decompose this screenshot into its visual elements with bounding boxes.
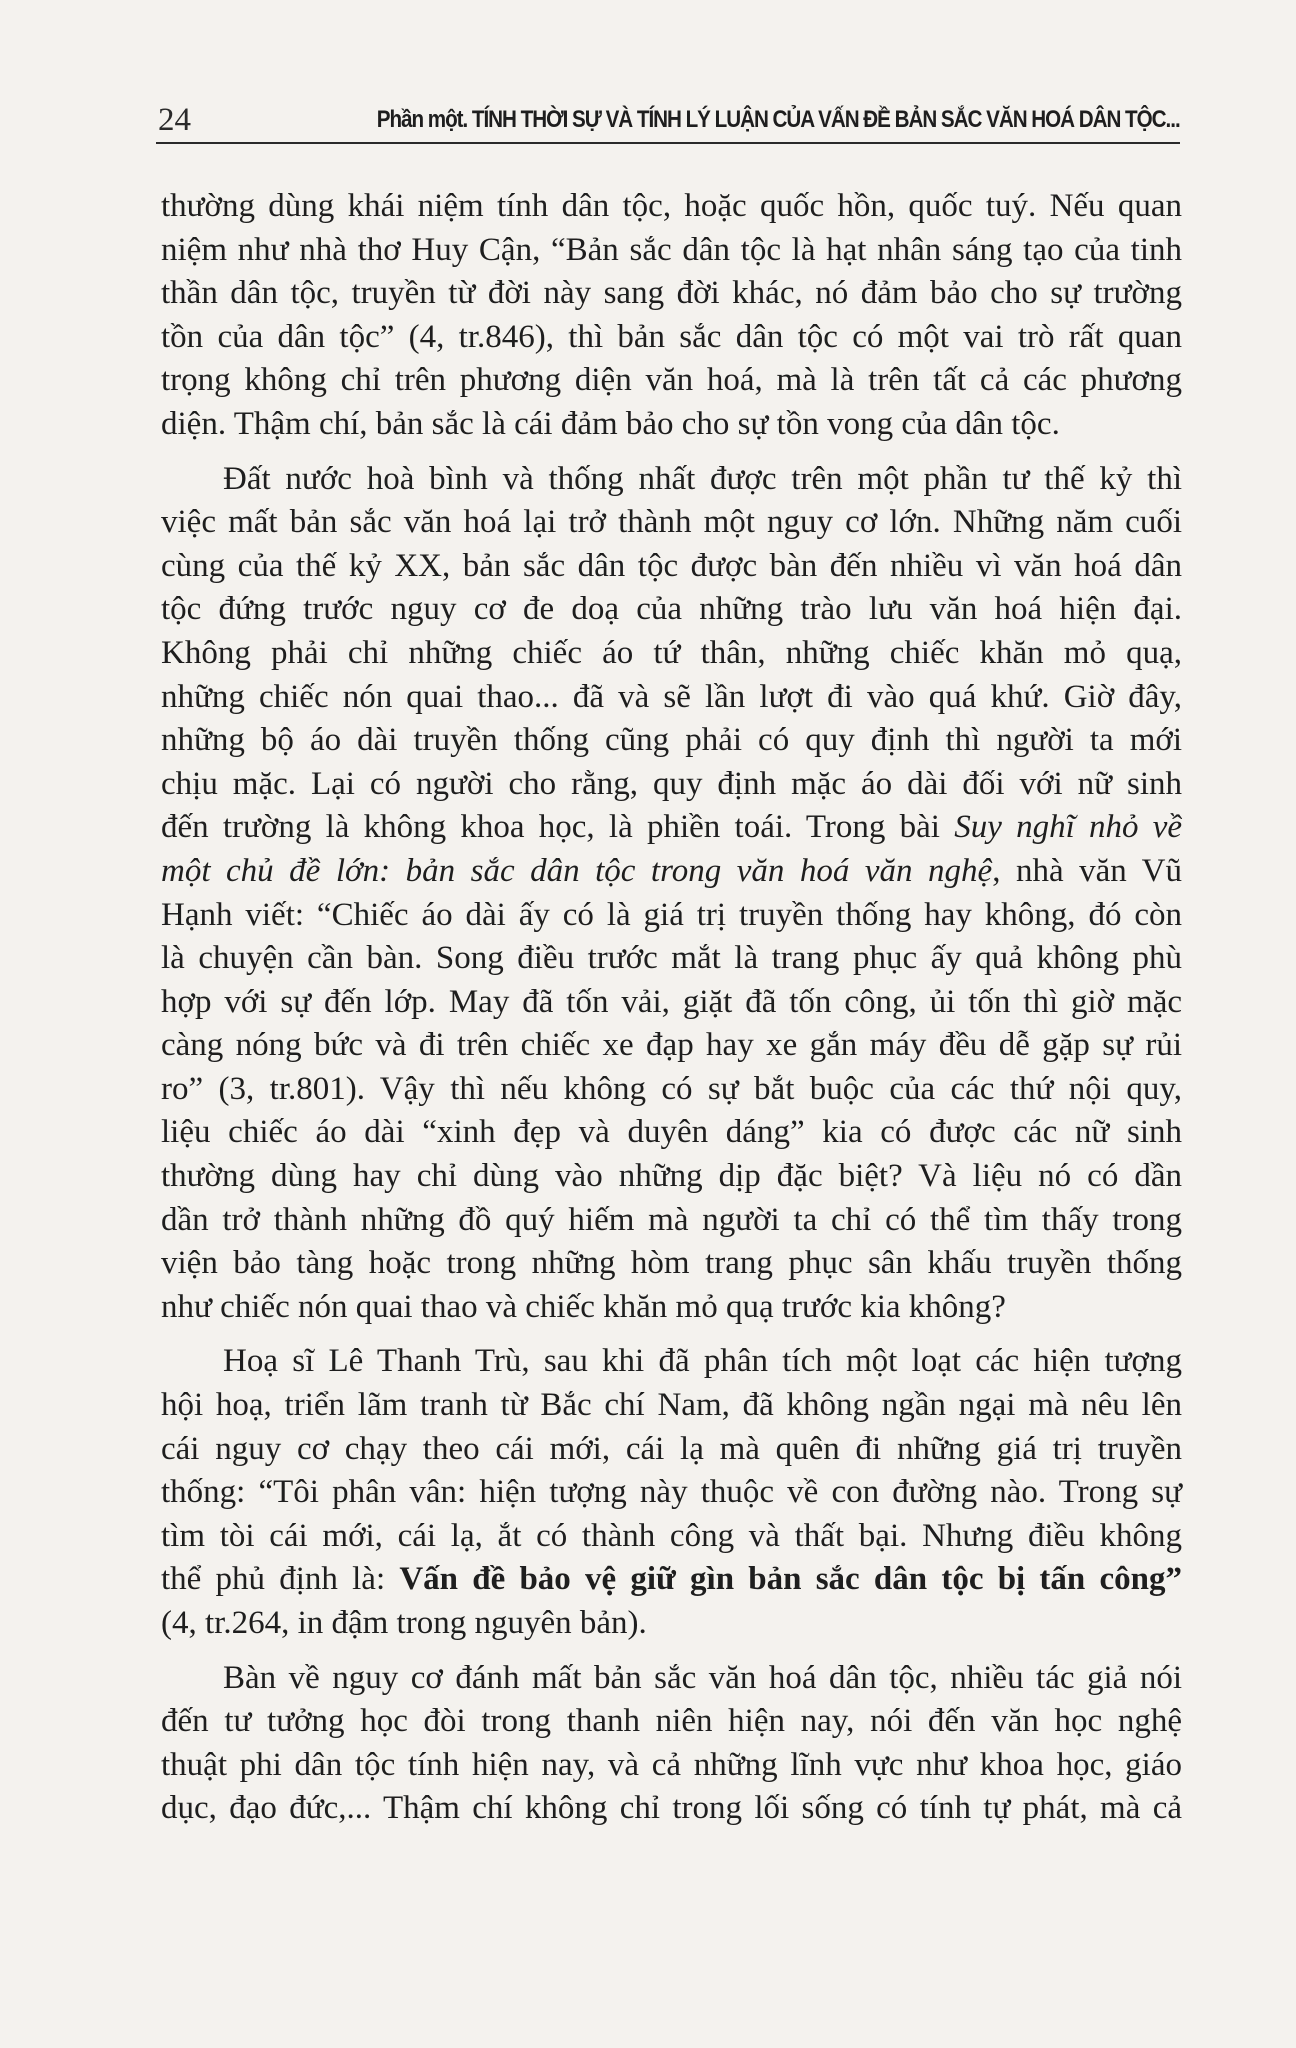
text-line: liệu chiếc áo dài “xinh đẹp và duyên dáng” kia có được các nữ sinh bbox=[161, 1114, 1182, 1151]
text-line: thường dùng khái niệm tính dân tộc, hoặc quốc hồn, quốc tuý. Nếu quan bbox=[161, 188, 1182, 224]
text-line: thường dùng hay chỉ dùng vào những dịp đặc biệt? Và liệu nó có dần bbox=[161, 1158, 1182, 1195]
paragraph-2 bbox=[161, 458, 1182, 1330]
paragraph-3 bbox=[161, 1340, 1182, 1645]
text-line: dục, đạo đức,... Thậm chí không chỉ trong lối sống có tính tự phát, mà cả bbox=[161, 1790, 1182, 1827]
text-line: cùng của thế kỷ XX, bản sắc dân tộc được bàn đến nhiều vì văn hoá dân bbox=[161, 547, 1182, 584]
text-line: như chiếc nón quai thao và chiếc khăn mỏ quạ trước kia không? bbox=[161, 1288, 1006, 1325]
text-segment: đến trường là không khoa học, là phiền toái. Trong bài bbox=[161, 809, 955, 846]
paragraph-1 bbox=[161, 185, 1182, 447]
text-line: đến tư tưởng học đòi trong thanh niên hiện nay, nói đến văn học nghệ bbox=[161, 1703, 1182, 1740]
text-line: Đất nước hoà bình và thống nhất được trên một phần tư thế kỷ thì bbox=[223, 460, 1182, 497]
text-line: niệm như nhà thơ Huy Cận, “Bản sắc dân tộc là hạt nhân sáng tạo của tinh bbox=[161, 231, 1182, 268]
paragraph-4 bbox=[161, 1657, 1182, 1831]
text-line bbox=[161, 1558, 1182, 1602]
text-line: hội hoạ, triển lãm tranh từ Bắc chí Nam, đã không ngần ngại mà nêu lên bbox=[161, 1387, 1182, 1424]
text-line: chịu mặc. Lại có người cho rằng, quy định mặc áo dài đối với nữ sinh bbox=[161, 765, 1182, 802]
text-line: Hoạ sĩ Lê Thanh Trù, sau khi đã phân tích một loạt các hiện tượng bbox=[223, 1343, 1182, 1380]
page-header bbox=[156, 98, 1180, 144]
text-segment: , nhà văn Vũ bbox=[992, 852, 1182, 889]
body-text bbox=[161, 185, 1182, 1842]
text-line: Bàn về nguy cơ đánh mất bản sắc văn hoá dân tộc, nhiều tác giả nói bbox=[223, 1659, 1182, 1696]
text-line: thống: “Tôi phân vân: hiện tượng này thuộc về con đường nào. Trong sự bbox=[161, 1474, 1182, 1511]
text-line: tồn của dân tộc” (4, tr.846), thì bản sắc dân tộc có một vai trò rất quan bbox=[161, 318, 1182, 355]
text-line: những chiếc nón quai thao... đã và sẽ lần lượt đi vào quá khứ. Giờ đây, bbox=[161, 678, 1182, 715]
text-line: tìm tòi cái mới, cái lạ, ắt có thành công và thất bại. Nhưng điều không bbox=[161, 1517, 1182, 1554]
text-line: (4, tr.264, in đậm trong nguyên bản). bbox=[161, 1605, 647, 1641]
text-segment: thể phủ định là: bbox=[161, 1561, 400, 1598]
text-line: Hạnh viết: “Chiếc áo dài ấy có là giá trị truyền thống hay không, đó còn bbox=[161, 896, 1182, 933]
italic-title-segment: Suy nghĩ nhỏ về bbox=[954, 809, 1183, 846]
page-number: 24 bbox=[158, 102, 191, 138]
text-line: ro” (3, tr.801). Vậy thì nếu không có sự bắt buộc của các thứ nội quy, bbox=[161, 1070, 1182, 1107]
running-title: Phần một. TÍNH THỜI SỰ VÀ TÍNH LÝ LUẬN CỦA VẤN ĐỀ BẢN SẮC VĂN HOÁ DÂN TỘC... bbox=[377, 106, 1180, 133]
text-line: diện. Thậm chí, bản sắc là cái đảm bảo cho sự tồn vong của dân tộc. bbox=[161, 405, 1060, 442]
text-line: trọng không chỉ trên phương diện văn hoá, mà là trên tất cả các phương bbox=[161, 362, 1182, 399]
text-line: thần dân tộc, truyền từ đời này sang đời khác, nó đảm bảo cho sự trường bbox=[161, 275, 1182, 312]
text-line: những bộ áo dài truyền thống cũng phải có quy định thì người ta mới bbox=[161, 722, 1182, 759]
text-line bbox=[161, 806, 1182, 850]
text-line: cái nguy cơ chạy theo cái mới, cái lạ mà quên đi những giá trị truyền bbox=[161, 1430, 1182, 1467]
text-line: việc mất bản sắc văn hoá lại trở thành một nguy cơ lớn. Những năm cuối bbox=[161, 504, 1182, 541]
text-line: viện bảo tàng hoặc trong những hòm trang phục sân khấu truyền thống bbox=[161, 1245, 1182, 1282]
italic-title-segment: một chủ đề lớn: bản sắc dân tộc trong văn hoá văn nghệ bbox=[161, 852, 993, 889]
text-line: càng nóng bức và đi trên chiếc xe đạp hay xe gắn máy đều dễ gặp sự rủi bbox=[161, 1027, 1182, 1064]
text-line bbox=[161, 850, 1182, 894]
text-line: tộc đứng trước nguy cơ đe doạ của những trào lưu văn hoá hiện đại. bbox=[161, 591, 1182, 628]
text-line: hợp với sự đến lớp. May đã tốn vải, giặt đã tốn công, ủi tốn thì giờ mặc bbox=[161, 983, 1182, 1020]
text-line: thuật phi dân tộc tính hiện nay, và cả những lĩnh vực như khoa học, giáo bbox=[161, 1746, 1182, 1783]
text-line: Không phải chỉ những chiếc áo tứ thân, những chiếc khăn mỏ quạ, bbox=[161, 634, 1182, 671]
text-line: là chuyện cần bàn. Song điều trước mắt là trang phục ấy quả không phù bbox=[161, 940, 1182, 977]
text-line: dần trở thành những đồ quý hiếm mà người ta chỉ có thể tìm thấy trong bbox=[161, 1201, 1182, 1238]
bold-quote-segment: Vấn đề bảo vệ giữ gìn bản sắc dân tộc bị tấn công” bbox=[399, 1561, 1182, 1598]
